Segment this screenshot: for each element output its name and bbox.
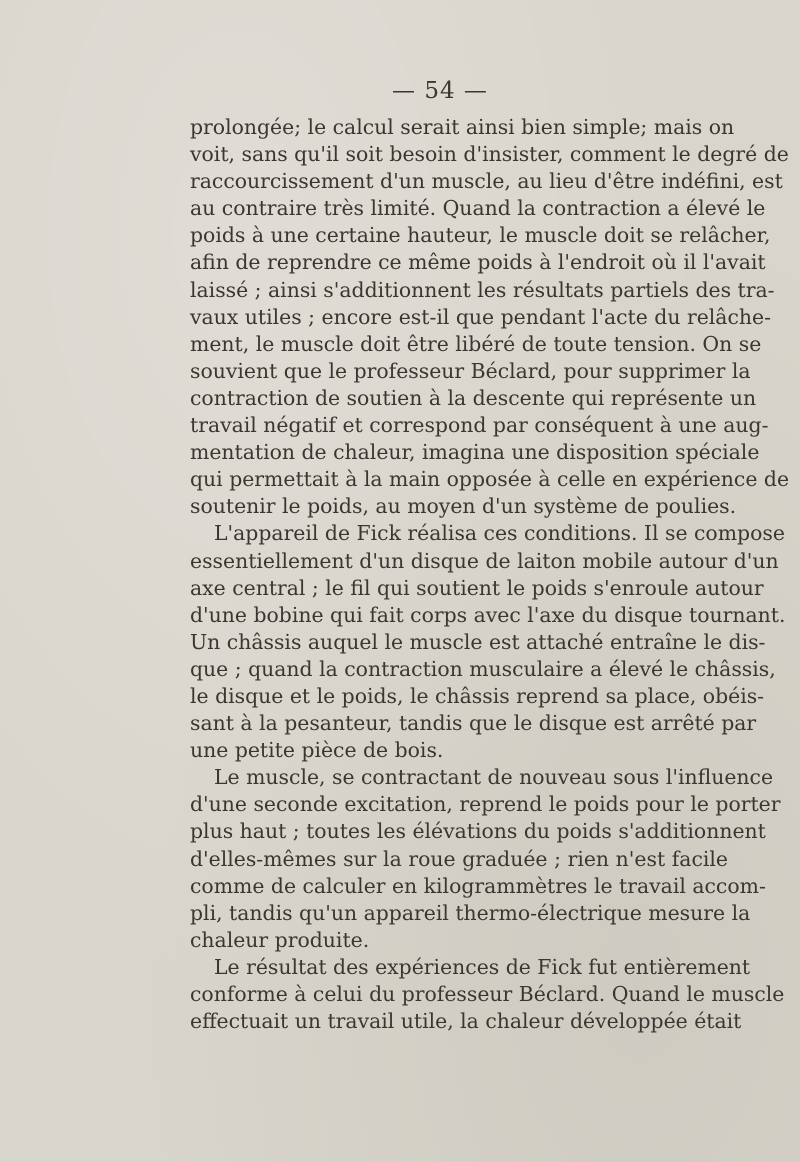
text-line: plus haut ; toutes les élévations du poids s'additionnent (190, 819, 766, 844)
text-line: effectuait un travail utile, la chaleur développée était (190, 1009, 742, 1034)
text-line: laissé ; ainsi s'additionnent les résultats partiels des tra- (190, 277, 775, 302)
text-line: essentiellement d'un disque de laiton mobile autour d'un (190, 548, 779, 573)
text-line: chaleur produite. (190, 927, 370, 952)
text-line: vaux utiles ; encore est-il que pendant l'acte du relâche- (190, 304, 771, 329)
text-line: travail négatif et correspond par conséquent à une aug- (190, 413, 769, 438)
text-line: pli, tandis qu'un appareil thermo-électrique mesure la (190, 900, 751, 925)
text-line: prolongée; le calcul serait ainsi bien simple; mais on (190, 115, 735, 139)
text-line: Le muscle, se contractant de nouveau sous l'influence (214, 765, 774, 790)
text-line: mentation de chaleur, imagina une disposition spéciale (190, 440, 760, 465)
text-line: une petite pièce de bois. (190, 738, 444, 763)
text-line: afin de reprendre ce même poids à l'endroit où il l'avait (190, 250, 766, 275)
text-line: Un châssis auquel le muscle est attaché entraîne le dis- (190, 629, 766, 654)
text-line: d'une seconde excitation, reprend le poids pour le porter (190, 792, 781, 817)
text-line: le disque et le poids, le châssis reprend sa place, obéis- (190, 683, 765, 708)
text-line: souvient que le professeur Béclard, pour supprimer la (190, 358, 751, 383)
text-line: d'une bobine qui fait corps avec l'axe du disque tournant. (190, 602, 786, 627)
text-line: raccourcissement d'un muscle, au lieu d'être indéfini, est (190, 169, 783, 194)
text-line: contraction de soutien à la descente qui représente un (190, 385, 757, 410)
text-line: sant à la pesanteur, tandis que le disque est arrêté par (190, 711, 757, 736)
text-line: qui permettait à la main opposée à celle en expérience de (190, 467, 790, 492)
page-number: — 54 — (392, 78, 488, 104)
text-line: conforme à celui du professeur Béclard. Quand le muscle (190, 982, 785, 1006)
text-line: soutenir le poids, au moyen d'un système de poulies. (190, 494, 737, 519)
text-line: que ; quand la contraction musculaire a élevé le châssis, (190, 656, 776, 681)
text-line: axe central ; le fil qui soutient le poids s'enroule autour (190, 575, 764, 600)
text-line: L'appareil de Fick réalisa ces conditions. Il se compose (214, 521, 785, 546)
text-line: d'elles-mêmes sur la roue graduée ; rien n'est facile (190, 846, 728, 871)
text-line: ment, le muscle doit être libéré de toute tension. On se (190, 331, 762, 356)
body-text (190, 114, 790, 1035)
text-line: poids à une certaine hauteur, le muscle doit se relâcher, (190, 223, 771, 248)
text-line: au contraire très limité. Quand la contraction a élevé le (190, 196, 766, 221)
text-line: Le résultat des expériences de Fick fut entièrement (214, 954, 751, 979)
text-line: comme de calculer en kilogrammètres le travail accom- (190, 873, 766, 898)
text-line: voit, sans qu'il soit besoin d'insister, comment le degré de (190, 142, 789, 167)
